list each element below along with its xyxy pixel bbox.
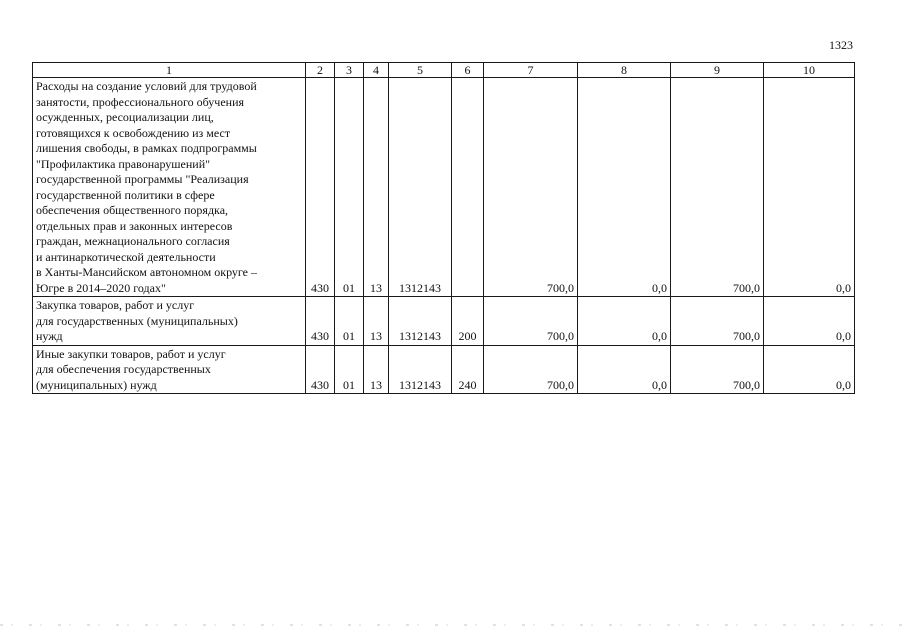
- row-description: Иные закупки товаров, работ и услуг для обеспечения государственных (муниципальных) нужд: [33, 345, 306, 394]
- row-amount-col9: 700,0: [671, 297, 764, 346]
- header-col-6: 6: [452, 63, 484, 78]
- row-subsection-code: 13: [364, 78, 389, 297]
- header-col-4: 4: [364, 63, 389, 78]
- row-subsection-code: 13: [364, 345, 389, 394]
- header-col-10: 10: [764, 63, 855, 78]
- row-section-code: 01: [335, 345, 364, 394]
- row-amount-col10: 0,0: [764, 297, 855, 346]
- table-row: [33, 297, 855, 346]
- header-col-3: 3: [335, 63, 364, 78]
- row-amount-col10: 0,0: [764, 345, 855, 394]
- header-col-7: 7: [484, 63, 578, 78]
- row-amount-col10: 0,0: [764, 78, 855, 297]
- row-subsection-code: 13: [364, 297, 389, 346]
- row-expense-type: [452, 78, 484, 297]
- row-amount-col9: 700,0: [671, 78, 764, 297]
- row-amount-col7: 700,0: [484, 78, 578, 297]
- budget-table: [32, 62, 855, 394]
- header-col-9: 9: [671, 63, 764, 78]
- row-description: Расходы на создание условий для трудовой занятости, профессионального обучения осужденных, ресоциализации лиц, готовящихся к освобождению из мест лишения свободы, в рамках подпрограммы "Профилактика правонарушений" государственной программы "Реализация государственной политики в сфере обеспечения общественного порядка, отдельных прав и законных интересов граждан, межнационального согласия и антинаркотической деятельности в Ханты-Мансийском автономном округе – Югре в 2014–2020 годах": [33, 78, 306, 297]
- row-ministry-code: 430: [306, 345, 335, 394]
- row-description: Закупка товаров, работ и услуг для государственных (муниципальных) нужд: [33, 297, 306, 346]
- row-expense-type: 240: [452, 345, 484, 394]
- header-col-1: 1: [33, 63, 306, 78]
- row-amount-col8: 0,0: [578, 78, 671, 297]
- row-expense-type: 200: [452, 297, 484, 346]
- row-target-article: 1312143: [389, 78, 452, 297]
- row-amount-col8: 0,0: [578, 345, 671, 394]
- table-row: [33, 78, 855, 297]
- row-amount-col7: 700,0: [484, 297, 578, 346]
- row-ministry-code: 430: [306, 297, 335, 346]
- table-row: [33, 345, 855, 394]
- header-col-2: 2: [306, 63, 335, 78]
- row-ministry-code: 430: [306, 78, 335, 297]
- row-section-code: 01: [335, 297, 364, 346]
- header-col-8: 8: [578, 63, 671, 78]
- header-col-5: 5: [389, 63, 452, 78]
- row-target-article: 1312143: [389, 345, 452, 394]
- row-amount-col8: 0,0: [578, 297, 671, 346]
- scan-noise-strip: [0, 624, 905, 626]
- header-row: [33, 63, 855, 78]
- row-section-code: 01: [335, 78, 364, 297]
- row-amount-col7: 700,0: [484, 345, 578, 394]
- row-amount-col9: 700,0: [671, 345, 764, 394]
- row-target-article: 1312143: [389, 297, 452, 346]
- page-number: 1323: [829, 38, 853, 52]
